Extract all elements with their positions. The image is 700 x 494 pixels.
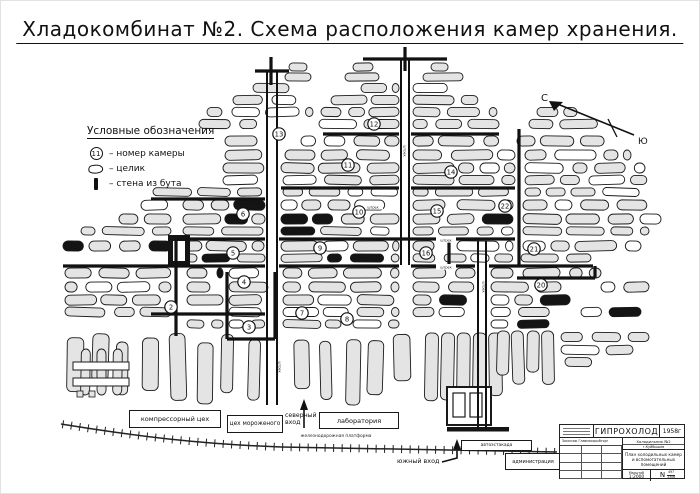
chamber-marker-7 (296, 307, 308, 319)
chamber-number: 6 (240, 210, 246, 219)
south-entrance-label: южный вход (397, 457, 440, 465)
chamber-number: 16 (421, 249, 431, 258)
gallery-label (436, 237, 456, 243)
chamber-marker-16 (420, 247, 432, 259)
legend-label: – стена из бута (109, 178, 182, 189)
stamp-scale: Масштаб 1:2000 (623, 470, 651, 481)
building-administration: администрация (505, 453, 561, 470)
chamber-number: 14 (446, 168, 456, 177)
chamber-marker-5 (227, 247, 239, 259)
stamp-object-city: г.Куйбышев (623, 445, 684, 450)
chamber-marker-6 (237, 208, 249, 220)
chamber-marker-2 (165, 301, 177, 313)
chamber-marker-3 (243, 321, 255, 333)
chamber-marker-11 (342, 159, 354, 171)
chamber-number: 11 (343, 161, 353, 170)
chamber-number: 22 (500, 202, 510, 211)
stamp-year: 1958г (662, 427, 682, 435)
stamp-sheet-number: N $\frac{497}{3306}$ (659, 470, 676, 480)
svg-text:штрек: штрек (481, 281, 486, 293)
stamp-customer: Заказчик Главмясорыбторг (560, 438, 622, 446)
stamp-object-name: Холодильник №2 (623, 438, 684, 445)
chamber-number: 13 (274, 130, 284, 139)
legend-label: – целик (109, 163, 146, 174)
chamber-number: 12 (369, 120, 379, 129)
legend-item-chamber-number (87, 146, 214, 161)
building-compressor-shop: компрессорный цех (129, 410, 221, 428)
stamp-organization: ГИПРОХОЛОД (594, 426, 659, 436)
building-auto-ramp: автоэстакада (461, 440, 532, 451)
chamber-number: 20 (536, 281, 546, 290)
gallery-label (403, 145, 407, 156)
stamp-signature-grid (560, 446, 622, 479)
gallery-label (278, 361, 282, 372)
stamp-doc-title: План холодильных камер и вспомогательных помещений (623, 450, 684, 470)
north-entrance-label: северный вход (285, 412, 317, 426)
svg-text:штрек: штрек (440, 265, 452, 270)
chamber-marker-12 (368, 118, 380, 130)
chamber-marker-22 (499, 200, 511, 212)
title-block (559, 424, 685, 479)
compass-south-label: Ю (638, 137, 648, 147)
chamber-number: 7 (299, 309, 305, 318)
chamber-number-symbol: 11 (90, 147, 103, 160)
chamber-marker-15 (431, 205, 443, 217)
pillar-symbol (87, 163, 105, 175)
chamber-number: 9 (317, 244, 323, 253)
gallery-label (363, 204, 383, 210)
chamber-marker-21 (528, 243, 540, 255)
chamber-number: 15 (432, 207, 442, 216)
chamber-number: 2 (168, 303, 174, 312)
chamber-number: 21 (529, 245, 539, 254)
chamber-marker-14 (445, 166, 457, 178)
stamp-small-print (560, 425, 594, 437)
legend-label: – номер камеры (109, 148, 185, 159)
chamber-marker-13 (273, 128, 285, 140)
chamber-number: 3 (246, 323, 252, 332)
page-title: Хладокомбинат №2. Схема расположения камер хранения. (16, 17, 683, 44)
svg-text:штрек: штрек (440, 238, 452, 243)
chamber-marker-8 (341, 313, 353, 325)
chamber-number: 4 (241, 278, 247, 287)
legend (87, 119, 214, 191)
svg-text:штрек: штрек (277, 361, 282, 373)
chamber-marker-20 (535, 279, 547, 291)
legend-item-pillar (87, 161, 214, 176)
svg-text:штрек: штрек (402, 145, 407, 157)
chamber-marker-10 (353, 206, 365, 218)
chamber-number: 8 (344, 315, 350, 324)
gallery-label (436, 264, 456, 270)
chamber-marker-9 (314, 242, 326, 254)
chamber-number: 10 (354, 208, 364, 217)
building-laboratory: лаборатория (319, 412, 399, 429)
building-ice-cream-shop: цех мороженого (227, 415, 283, 433)
compass-north-label: С (541, 93, 548, 104)
chamber-marker-4 (238, 276, 250, 288)
rubble-wall-symbol (94, 178, 98, 190)
svg-text:штрек: штрек (367, 205, 379, 210)
railway-platform-label: железнодорожная платформа (300, 434, 372, 439)
chamber-number: 5 (230, 249, 236, 258)
legend-heading: Условные обозначения (87, 125, 215, 137)
gallery-label (482, 281, 486, 292)
legend-item-rubble-wall (87, 176, 214, 191)
